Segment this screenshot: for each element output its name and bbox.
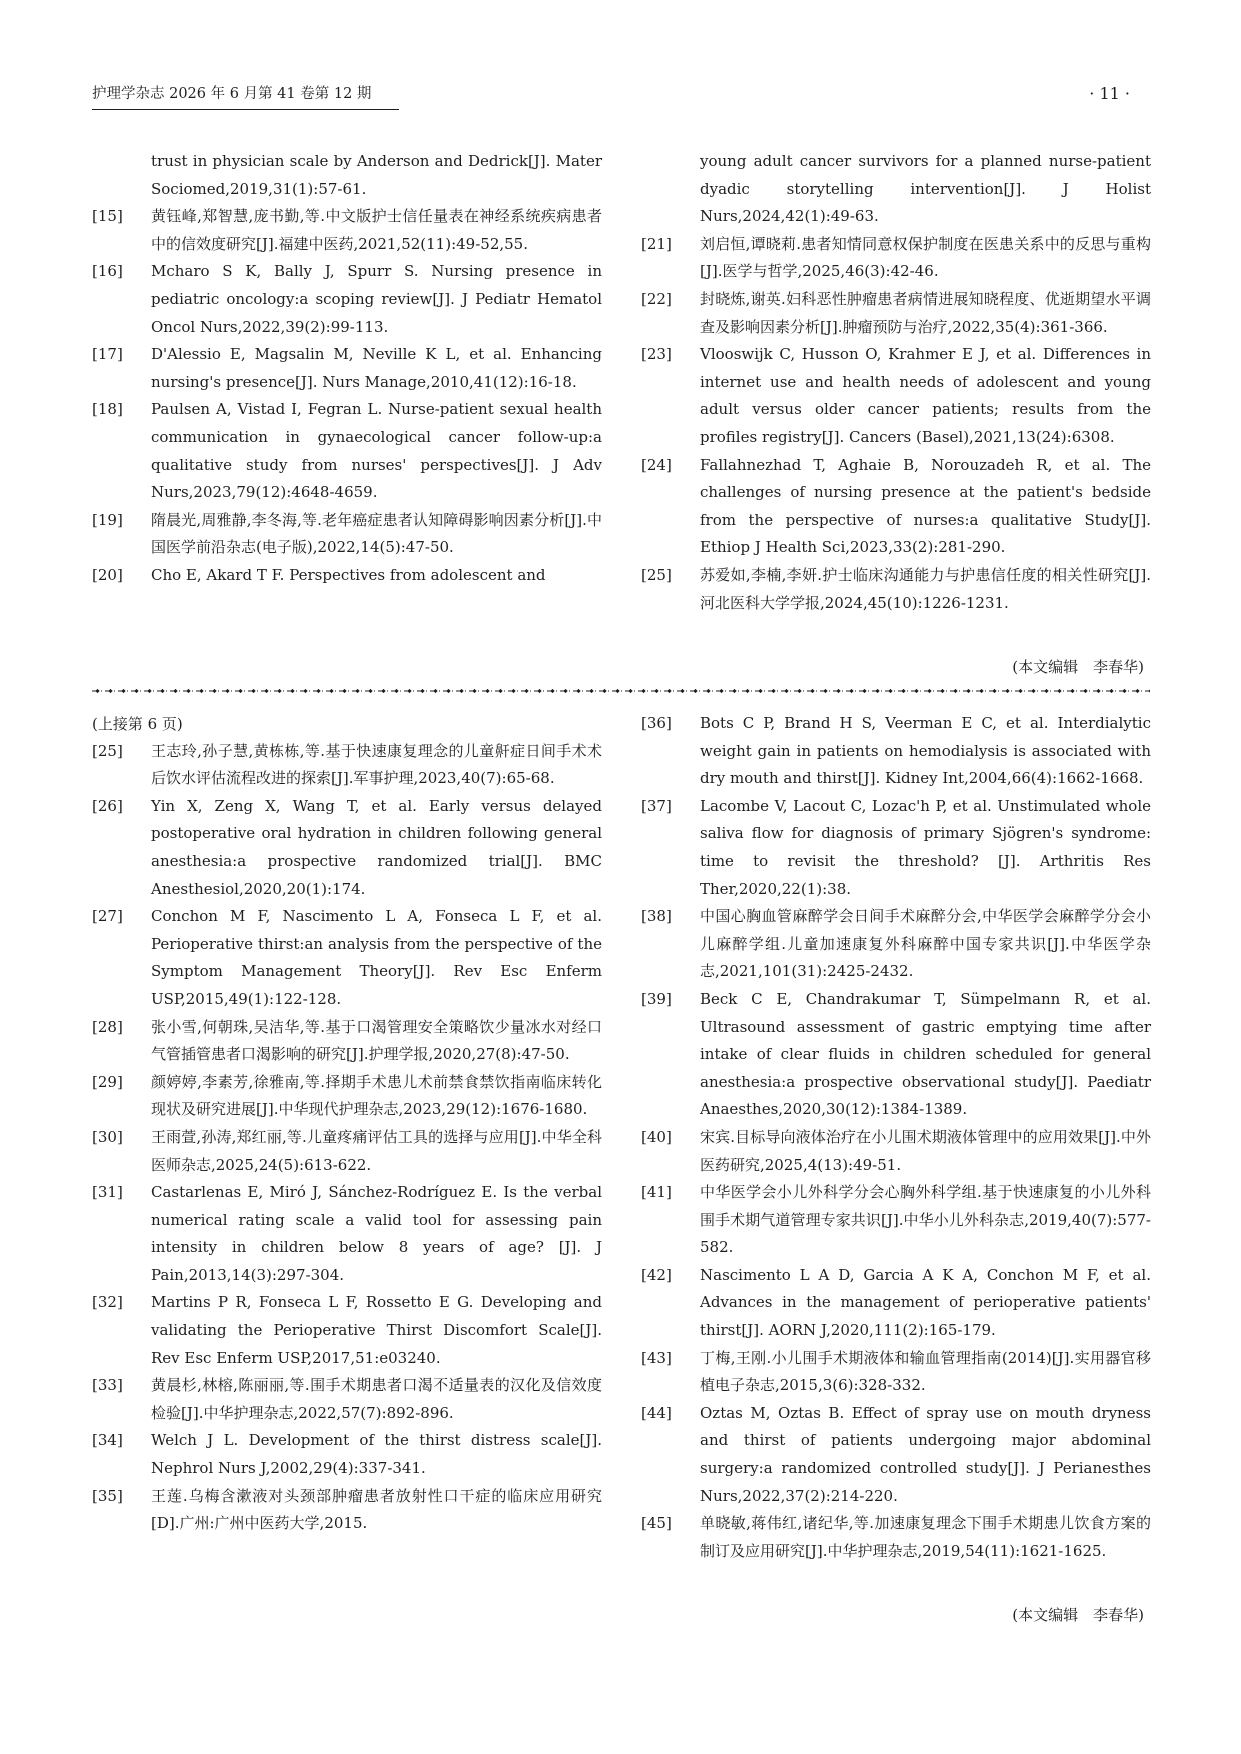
divider-dot [95, 689, 99, 693]
divider-dot [823, 689, 827, 693]
divider-dot [342, 689, 346, 693]
divider-dot [212, 689, 216, 693]
reference-b25: [25] 王志玲,孙子慧,黄栋栋,等.基于快速康复理念的儿童鼾症日间手术术后饮水评估流程改进的探索[J].军事护理,2023,40(7):65-68. [92, 741, 602, 788]
divider-dot [576, 689, 580, 693]
divider-dot [121, 689, 125, 693]
divider-dot [862, 689, 866, 693]
reference-b31: [31] Castarlenas E, Miró J, Sánchez-Rodríguez E. Is the verbal numerical rating scale a valid tool for assessing pain intensity in children below 8 years of age? [J]. J Pain,2013,14(3):297-304. [92, 1183, 602, 1284]
reference-18: [18] Paulsen A, Vistad I, Fegran L. Nurse-patient sexual health communication in gynaecological cancer follow-up:a qualitative study from nurses' perspectives[J]. J Adv Nurs,2023,79(12):4648-4659. [92, 400, 602, 502]
reference-b45: [45] 单晓敏,蒋伟红,诸纪华,等.加速康复理念下围手术期患儿饮食方案的制订及应用研究[J].中华护理杂志,2019,54(11):1621-1625. [641, 1514, 1151, 1560]
divider-dot [771, 689, 775, 693]
reference-b26: [26] Yin X, Zeng X, Wang T, et al. Early versus delayed postoperative oral hydration in children following general anesthesia:a prospective randomized trial[J]. BMC Anesthesiol,2020,20(1):174. [92, 796, 602, 898]
divider-dot [368, 689, 372, 693]
divider-dot [602, 689, 606, 693]
reference-b34: [34] Welch J L. Development of the thirst distress scale[J]. Nephrol Nurs J,2002,29(4):337-341. [92, 1431, 602, 1478]
divider-dot [940, 689, 944, 693]
reference-b39: [39] Beck C E, Chandrakumar T, Sümpelmann R, et al. Ultrasound assessment of gastric emptying time after intake of clear fluids in children scheduled for general anesthesia:a prospective observational study[J]. Paediatr Anaesthes,2020,30(12):1384-1389. [641, 989, 1151, 1119]
divider-dot [147, 689, 151, 693]
divider-dot [563, 689, 567, 693]
reference-21: [21] 刘启恒,谭晓莉.患者知情同意权保护制度在医患关系中的反思与重构[J].医学与哲学,2025,46(3):42-46. [641, 234, 1151, 281]
editor-credit-bottom: (本文编辑 李春华) [1012, 1606, 1144, 1624]
reference-b44: [44] Oztas M, Oztas B. Effect of spray use on mouth dryness and thirst of patients undergoing major abdominal surgery:a randomized controlled study[J]. J Perianesthes Nurs,2022,37(2):214-220. [641, 1403, 1151, 1505]
divider-dot [316, 689, 320, 693]
divider-dot [329, 689, 333, 693]
divider-dot [966, 689, 970, 693]
reference-b28: [28] 张小雪,何朝珠,吴洁华,等.基于口渴管理安全策略饮少量冰水对经口气管插管患者口渴影响的研究[J].护理学报,2020,27(8):47-50. [92, 1017, 602, 1064]
top-right-column [641, 148, 1151, 673]
reference-22: [22] 封晓炼,谢英.妇科恶性肿瘤患者病情进展知晓程度、优逝期望水平调查及影响因素分析[J].肿瘤预防与治疗,2022,35(4):361-366. [641, 289, 1151, 336]
reference-17: [17] D'Alessio E, Magsalin M, Neville K L, et al. Enhancing nursing's presence[J]. Nurs Manage,2010,41(12):16-18. [92, 345, 602, 391]
divider-dot [498, 689, 502, 693]
reference-b35: [35] 王莲.乌梅含漱液对头颈部肿瘤患者放射性口干症的临床应用研究[D].广州:广州中医药大学,2015. [92, 1486, 602, 1533]
divider-dot [901, 689, 905, 693]
reference-b43: [43] 丁梅,王刚.小儿围手术期液体和输血管理指南(2014)[J].实用器官移植电子杂志,2015,3(6):328-332. [641, 1348, 1151, 1395]
divider-dot [134, 689, 138, 693]
page-header [92, 80, 1152, 114]
divider-dot [303, 689, 307, 693]
divider-dot [381, 689, 385, 693]
divider-dot [511, 689, 515, 693]
reference-25: [25] 苏爱如,李楠,李妍.护士临床沟通能力与护患信任度的相关性研究[J].河北医科大学学报,2024,45(10):1226-1231. [641, 565, 1151, 612]
divider-dot [836, 689, 840, 693]
divider-dot [524, 689, 528, 693]
divider-dot [927, 689, 931, 693]
divider-dot [1031, 689, 1035, 693]
reference-b27: [27] Conchon M F, Nascimento L A, Fonseca L F, et al. Perioperative thirst:an analysis from the perspective of the Symptom Management Theory[J]. Rev Esc Enferm USP,2015,49(1):122-128. [92, 907, 602, 1008]
divider-dot [199, 689, 203, 693]
divider-dot [1096, 689, 1100, 693]
divider-dot [706, 689, 710, 693]
reference-b32: [32] Martins P R, Fonseca L F, Rossetto E G. Developing and validating the Perioperative Thirst Discomfort Scale[J]. Rev Esc Enferm USP,2017,51:e03240. [92, 1293, 602, 1367]
divider-dot [875, 689, 879, 693]
reference-b40: [40] 宋宾.目标导向液体治疗在小儿围术期液体管理中的应用效果[J].中外医药研究,2025,4(13):49-51. [641, 1127, 1151, 1174]
reference-14-continued: trust in physician scale by Anderson and Dedrick[J]. Mater Sociomed,2019,31(1):57-61. [151, 152, 602, 198]
divider-dot [1005, 689, 1009, 693]
reference-b29: [29] 颜婷婷,李素芳,徐雅南,等.择期手术患儿术前禁食禁饮指南临床转化现状及研究进展[J].中华现代护理杂志,2023,29(12):1676-1680. [92, 1072, 602, 1119]
divider-dot [264, 689, 268, 693]
divider-dot [1135, 689, 1139, 693]
divider-dot [173, 689, 177, 693]
divider-dot [1070, 689, 1074, 693]
divider-dot [277, 689, 281, 693]
divider-dot [160, 689, 164, 693]
reference-19: [19] 隋晨光,周雅静,李冬海,等.老年癌症患者认知障碍影响因素分析[J].中国医学前沿杂志(电子版),2022,14(5):47-50. [92, 510, 602, 557]
divider-dot [355, 689, 359, 693]
divider-dot [914, 689, 918, 693]
divider-dot [680, 689, 684, 693]
divider-dot [654, 689, 658, 693]
divider-dot [1109, 689, 1113, 693]
divider-dot [537, 689, 541, 693]
divider-dot [238, 689, 242, 693]
page-number: · 11 · [1089, 84, 1130, 103]
continued-from-label: (上接第 6 页) [92, 715, 183, 733]
reference-15: [15] 黄钰峰,郑智慧,庞书勤,等.中文版护士信任量表在神经系统疾病患者中的信效度研究[J].福建中医药,2021,52(11):49-52,55. [92, 207, 602, 253]
divider-dot [186, 689, 190, 693]
reference-b38: [38] 中国心胸血管麻醉学会日间手术麻醉分会,中华医学会麻醉学分会小儿麻醉学组.儿童加速康复外科麻醉中国专家共识[J].中华医学杂志,2021,101(31):2425-2432. [641, 907, 1151, 981]
divider-dot [225, 689, 229, 693]
divider-dot [628, 689, 632, 693]
top-left-column [92, 148, 602, 673]
editor-credit-top: (本文编辑 李春华) [1012, 658, 1144, 676]
divider-dot [810, 689, 814, 693]
reference-b42: [42] Nascimento L A D, Garcia A K A, Conchon M F, et al. Advances in the management of perioperative patients' thirst[J]. AORN J,2020,111(2):165-179. [641, 1265, 1151, 1340]
divider-dot [953, 689, 957, 693]
divider-dot [849, 689, 853, 693]
divider-dot [797, 689, 801, 693]
bottom-left-column [92, 710, 602, 1670]
divider-dot [251, 689, 255, 693]
divider-dot [667, 689, 671, 693]
divider-dot [745, 689, 749, 693]
header-rule [92, 109, 399, 110]
divider-dot [1044, 689, 1048, 693]
divider-dot [459, 689, 463, 693]
divider-dot [979, 689, 983, 693]
divider-dot [550, 689, 554, 693]
divider-dot [446, 689, 450, 693]
reference-b36: [36] Bots C P, Brand H S, Veerman E C, et al. Interdialytic weight gain in patients on hemodialysis is associated with dry mouth and thirst[J]. Kidney Int,2004,66(4):1662-1668. [641, 714, 1151, 788]
divider-dot [589, 689, 593, 693]
divider-dot [290, 689, 294, 693]
reference-20-continued: young adult cancer survivors for a planned nurse-patient dyadic storytelling intervention[J]. J Holist Nurs,2024,42(1):49-63. [700, 152, 1151, 226]
divider-dot [1083, 689, 1087, 693]
divider-dot [992, 689, 996, 693]
divider-dot [732, 689, 736, 693]
divider-dot [1057, 689, 1061, 693]
reference-24: [24] Fallahnezhad T, Aghaie B, Norouzadeh R, et al. The challenges of nursing presence at the patient's bedside from the perspective of nurses:a qualitative Study[J]. Ethiop J Health Sci,2023,33(2):281-290. [641, 455, 1151, 557]
divider-dot [784, 689, 788, 693]
divider-dot [1148, 689, 1150, 693]
divider-dot [1122, 689, 1126, 693]
reference-23: [23] Vlooswijk C, Husson O, Krahmer E J, et al. Differences in internet use and health needs of adolescent and young adult versus older cancer patients; results from the profiles registry[J]. Cancers (Basel),2021,13(24):6308. [641, 345, 1151, 446]
reference-16: [16] Mcharo S K, Bally J, Spurr S. Nursing presence in pediatric oncology:a scoping review[J]. J Pediatr Hematol Oncol Nurs,2022,39(2):99-113. [92, 262, 602, 336]
bottom-right-column [641, 710, 1151, 1642]
divider-dot [719, 689, 723, 693]
divider-dot [485, 689, 489, 693]
divider-dot [433, 689, 437, 693]
reference-20: [20] Cho E, Akard T F. Perspectives from adolescent and [92, 565, 546, 584]
reference-b30: [30] 王雨萱,孙涛,郑红丽,等.儿童疼痛评估工具的选择与应用[J].中华全科医师杂志,2025,24(5):613-622. [92, 1127, 602, 1174]
divider-dot [108, 689, 112, 693]
divider-dot [615, 689, 619, 693]
divider-dot [758, 689, 762, 693]
divider-dot [693, 689, 697, 693]
divider-dot [420, 689, 424, 693]
reference-b37: [37] Lacombe V, Lacout C, Lozac'h P, et al. Unstimulated whole saliva flow for diagnosis of primary Sjögren's syndrome: time to revisit the threshold? [J]. Arthritis Res Ther,2020,22(1):38. [641, 796, 1151, 898]
reference-b41: [41] 中华医学会小儿外科学分会心胸外科学组.基于快速康复的小儿外科围手术期气道管理专家共识[J].中华小儿外科杂志,2019,40(7):577-582. [641, 1183, 1151, 1257]
running-title: 护理学杂志 2026 年 6 月第 41 卷第 12 期 [92, 86, 372, 102]
divider-dot [472, 689, 476, 693]
divider-dot [888, 689, 892, 693]
divider-dot [641, 689, 645, 693]
divider-dot [407, 689, 411, 693]
reference-b33: [33] 黄晨杉,林榕,陈丽丽,等.围手术期患者口渴不适量表的汉化及信效度检验[J].中华护理杂志,2022,57(7):892-896. [92, 1376, 602, 1422]
divider-dot [1018, 689, 1022, 693]
section-divider [92, 688, 1150, 694]
divider-dot [394, 689, 398, 693]
